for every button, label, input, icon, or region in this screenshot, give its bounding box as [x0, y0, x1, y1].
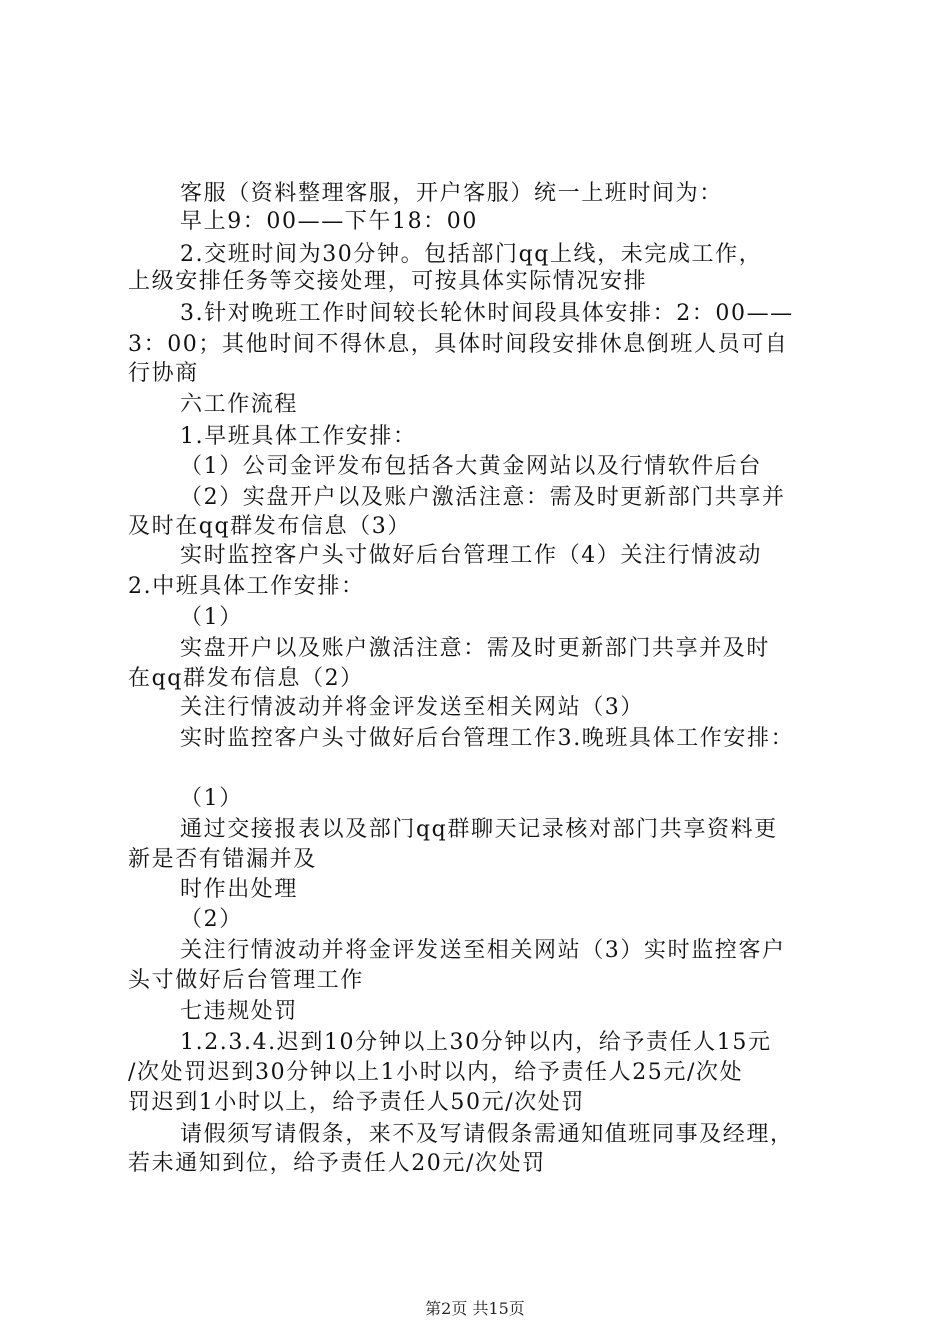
text-line: 时作出处理: [180, 877, 299, 902]
text-line: 罚迟到1小时以上，给予责任人50元/次处罚: [128, 1090, 586, 1115]
text-line: 关注行情波动并将金评发送至相关网站（3）: [180, 695, 644, 720]
text-line: （1）: [180, 786, 243, 811]
text-line: 2.中班具体工作安排：: [128, 574, 365, 599]
text-line: （2）实盘开户以及账户激活注意：需及时更新部门共享并: [180, 485, 786, 510]
text-line: 若未通知到位，给予责任人20元/次处罚: [128, 1151, 546, 1176]
text-line: 关注行情波动并将金评发送至相关网站（3）实时监控客户: [180, 938, 786, 963]
text-line: 3：00；其他时间不得休息，具体时间段安排休息倒班人员可自: [128, 332, 789, 357]
text-line: 客服（资料整理客服，开户客服）统一上班时间为：: [180, 181, 723, 206]
text-line: /次处罚迟到30分钟以上1小时以内，给予责任人25元/次处: [128, 1060, 744, 1085]
text-line: 实时监控客户头寸做好后台管理工作3.晚班具体工作安排：: [180, 726, 795, 751]
text-line: 行协商: [128, 361, 199, 386]
text-line: 1.2.3.4.迟到10分钟以上30分钟以内，给予责任人15元: [180, 1030, 772, 1055]
section-heading: 六工作流程: [180, 392, 299, 417]
page-number-footer: 第2页 共15页: [425, 1299, 525, 1318]
text-line: 上级安排任务等交接处理，可按具体实际情况安排: [128, 269, 648, 294]
text-line: 3.针对晚班工作时间较长轮休时间段具体安排：2：00——: [180, 301, 794, 326]
text-line: 2.交班时间为30分钟。包括部门qq上线，未完成工作，: [180, 242, 763, 267]
text-line: 请假须写请假条，来不及写请假条需通知值班同事及经理，: [180, 1122, 794, 1147]
text-line: 在qq群发布信息（2）: [128, 666, 364, 691]
text-line: 实盘开户以及账户激活注意：需及时更新部门共享并及时: [180, 636, 771, 661]
text-line: （1）: [180, 605, 243, 630]
section-heading: 七违规处罚: [180, 999, 299, 1024]
text-line: 头寸做好后台管理工作: [128, 968, 365, 993]
text-line: （1）公司金评发布包括各大黄金网站以及行情软件后台: [180, 454, 762, 479]
text-line: 新是否有错漏并及: [128, 847, 317, 872]
text-line: 实时监控客户头寸做好后台管理工作（4）关注行情波动: [180, 543, 762, 568]
text-line: 早上9：00——下午18：00: [180, 209, 478, 234]
text-line: （2）: [180, 907, 243, 932]
text-line: 1.早班具体工作安排：: [180, 424, 417, 449]
text-line: 及时在qq群发布信息（3）: [128, 514, 411, 539]
text-line: 通过交接报表以及部门qq群聊天记录核对部门共享资料更: [180, 817, 778, 842]
